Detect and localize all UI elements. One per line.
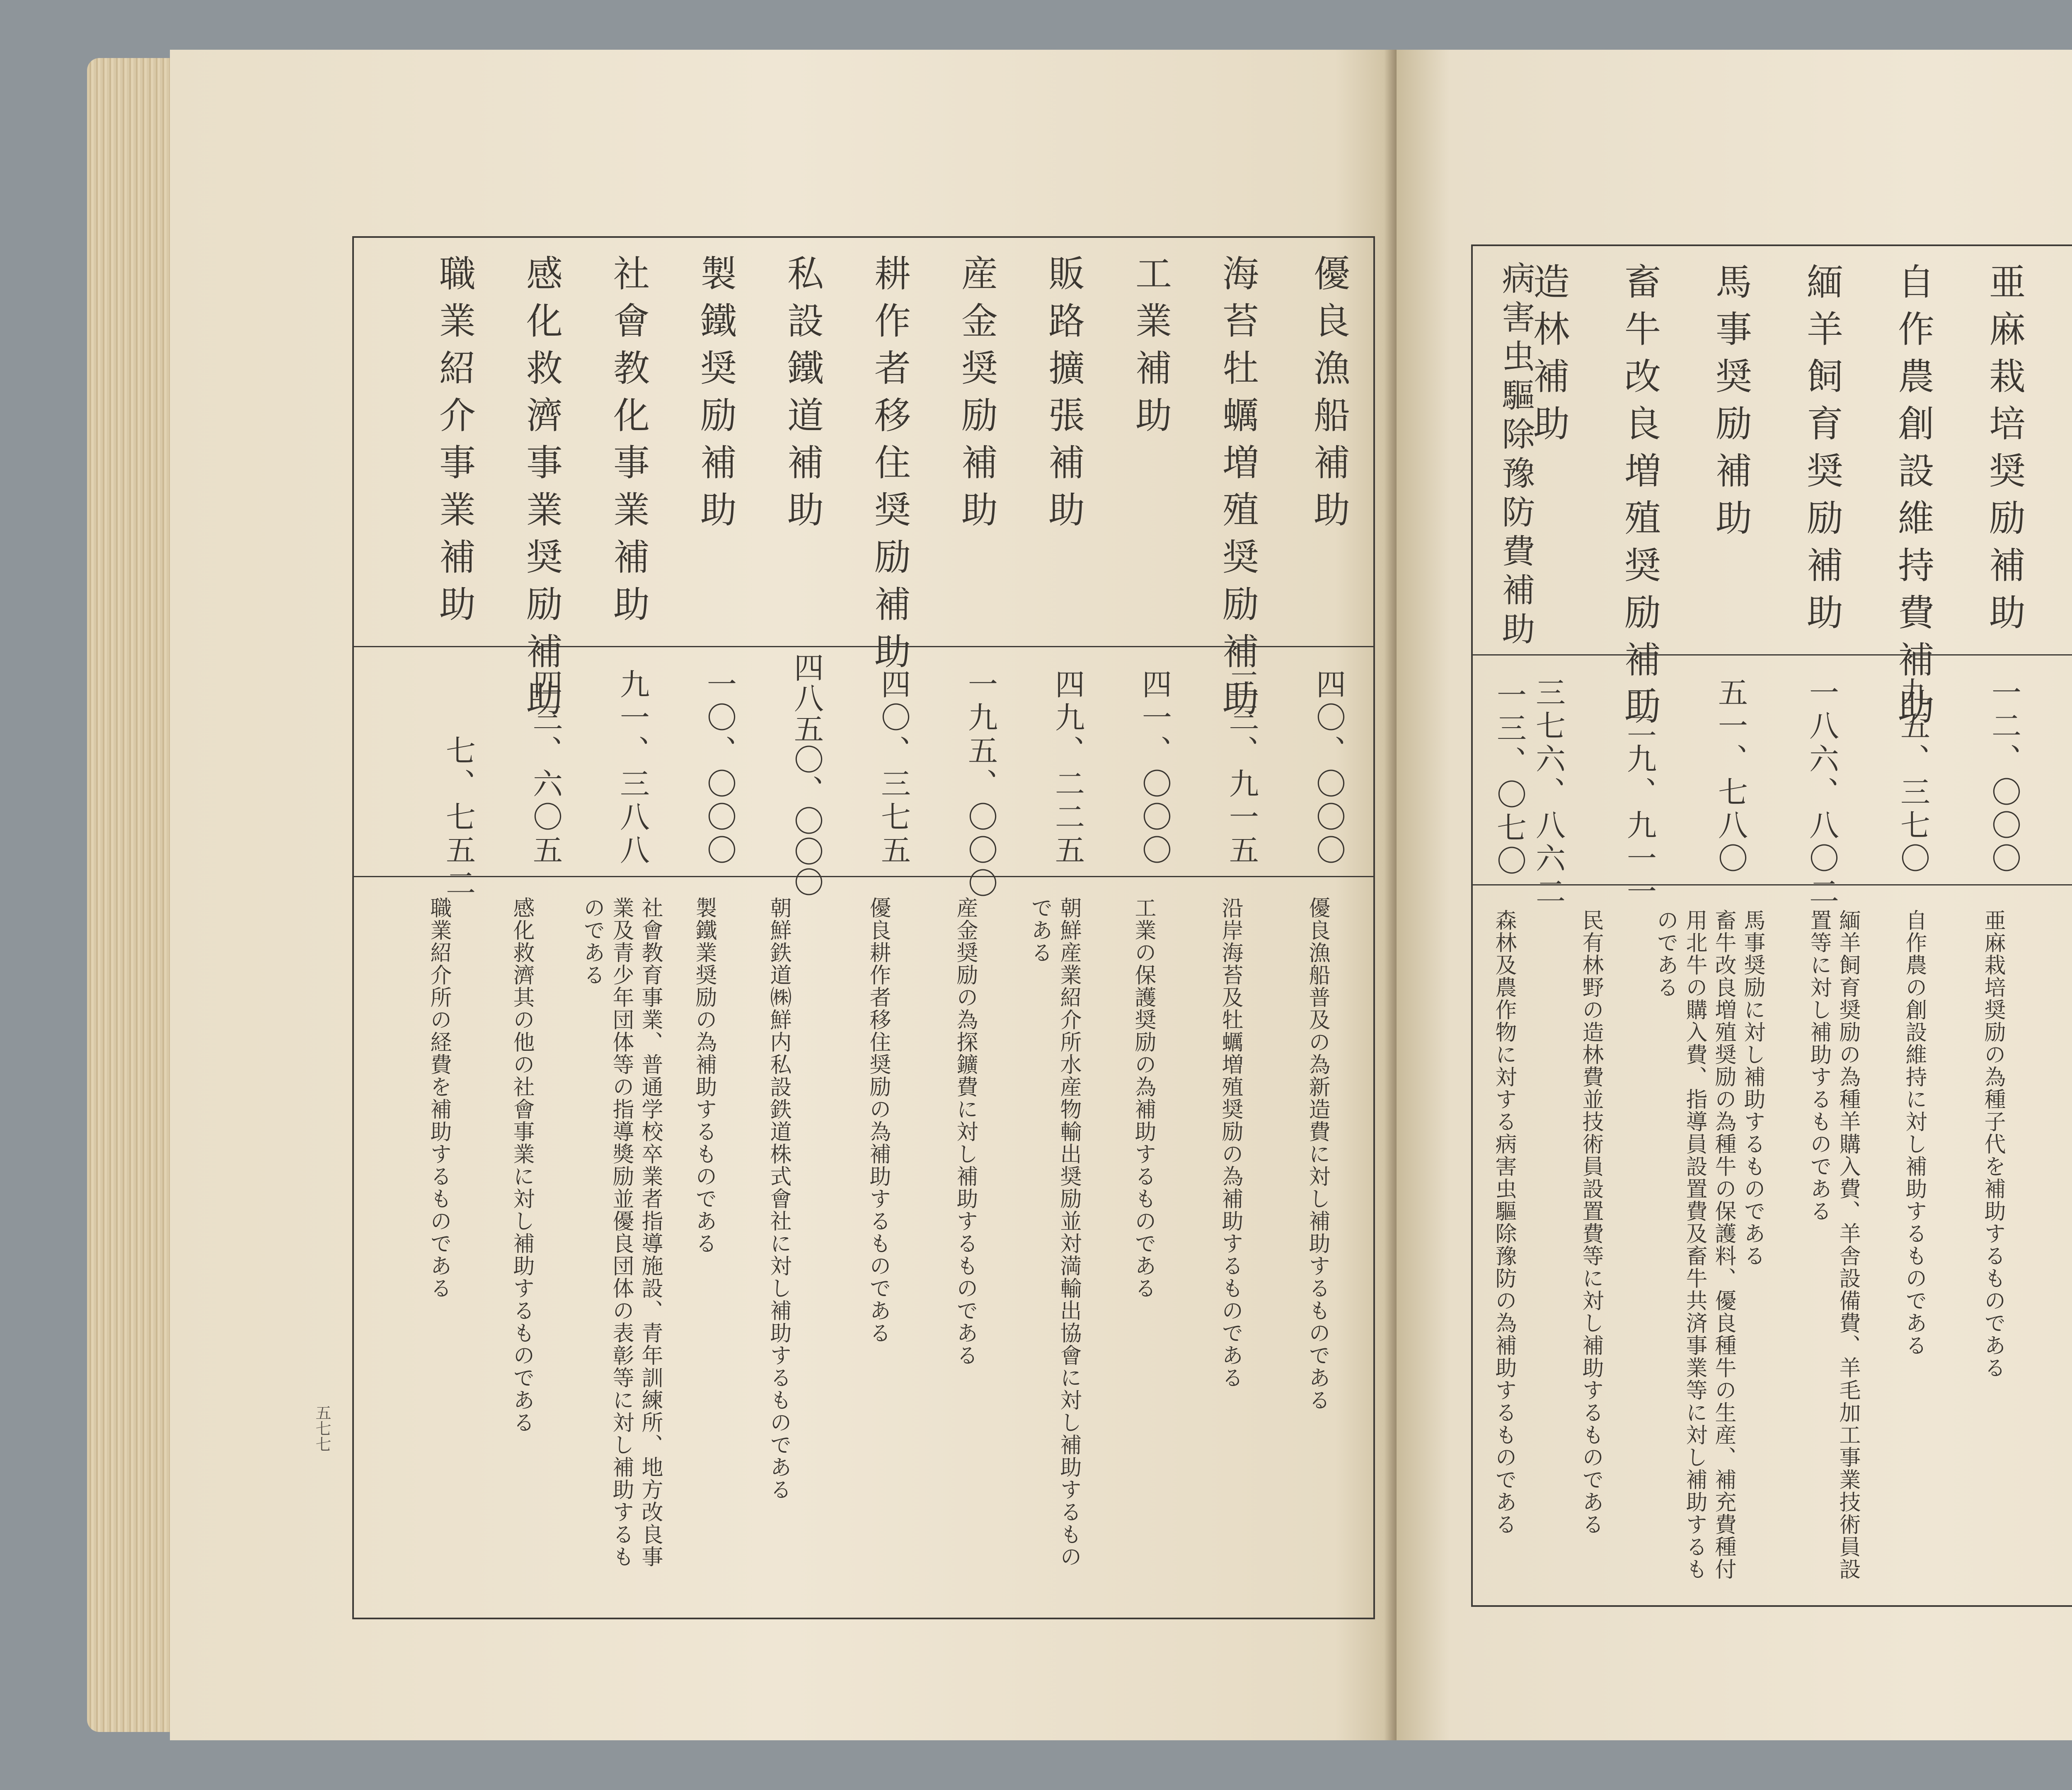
page-stack-left xyxy=(87,58,182,1732)
left-amount-6: 四八五〇、〇〇〇 xyxy=(789,652,824,897)
right-amount-5: 一八六、八〇二 xyxy=(1804,677,1839,909)
left-note-7: 製鐵業奨励の為補助するものである xyxy=(692,897,716,1255)
left-note-3: 朝鮮産業紹介所水産物輸出奨励並対満輸出協會に対し補助するものである xyxy=(1027,897,1081,1568)
right-item-4: 自作農創設維持費補助 xyxy=(1892,263,1935,735)
left-item-10: 職業紹介事業補助 xyxy=(433,254,476,632)
right-note-2 xyxy=(2070,909,2072,1580)
right-amount-8: 三七六、八六二 xyxy=(1531,677,1566,909)
left-item-5: 耕作者移住奨励補助 xyxy=(869,254,911,680)
right-item-2 xyxy=(2070,263,2072,452)
right-amount-9: 一三、〇七〇 xyxy=(1492,680,1527,878)
left-item-8: 社會教化事業補助 xyxy=(608,254,650,632)
right-note-9: 森林及農作物に対する病害虫驅除豫防の為補助するものである xyxy=(1491,909,1516,1536)
left-amount-9: 四三、六〇五 xyxy=(528,669,563,868)
right-amount-4: 九五、三七〇 xyxy=(1895,677,1930,876)
left-note-0: 優良漁船普及の為新造費に対し補助するものである xyxy=(1305,897,1330,1411)
left-note-1: 沿岸海苔及牡蠣増殖奨励の為補助するものである xyxy=(1218,897,1243,1389)
right-item-3: 亜麻栽培奨励補助 xyxy=(1983,263,2026,641)
right-item-7: 畜牛改良増殖奨励補助 xyxy=(1619,263,1661,735)
left-item-2: 工業補助 xyxy=(1130,254,1172,443)
left-amount-8: 九一、三八八 xyxy=(615,669,650,868)
left-item-7: 製鐵奨励補助 xyxy=(695,254,737,538)
left-note-8: 社會教育事業、普通学校卒業者指導施設、青年訓練所、地方改良事業及青少年団体等の指導獎励並優良団体の表彰等に対し補助するものである xyxy=(580,897,663,1568)
left-item-1: 海苔牡蠣増殖奨励補助 xyxy=(1217,254,1259,727)
left-amount-10: 七、七五二 xyxy=(441,735,476,901)
right-note-5: 緬羊飼育奨励の為種羊購入費、羊舎設備費、羊毛加工事業技術員設置等に対し補助するものである xyxy=(1806,909,1860,1580)
right-item-6: 馬事奨励補助 xyxy=(1710,263,1752,546)
left-amount-3: 四九、二二五 xyxy=(1050,669,1085,868)
right-amount-6: 五一、七八〇 xyxy=(1713,677,1748,876)
left-note-6: 朝鮮鉄道㈱鮮内私設鉄道株式會社に対し補助するものである xyxy=(766,897,791,1501)
left-item-9: 感化救濟事業奨励補助 xyxy=(520,254,563,727)
left-item-4: 産金奨励補助 xyxy=(956,254,998,538)
right-amount-3: 一二、〇〇〇 xyxy=(1987,677,2021,876)
right-note-3: 亜麻栽培奨励の為種子代を補助するものである xyxy=(1980,909,2005,1379)
right-amount-7: 一二九、九一一 xyxy=(1622,677,1657,909)
left-table xyxy=(352,236,1375,1619)
right-item-9: 病害虫驅除豫防費補助 xyxy=(1496,261,1535,651)
left-amount-7: 一〇、〇〇〇 xyxy=(702,669,737,868)
left-page-number: 五七七 xyxy=(313,1405,331,1452)
right-item-8: 造林補助 xyxy=(1527,263,1570,452)
left-note-10: 職業紹介所の経費を補助するものである xyxy=(426,897,451,1299)
left-amount-0: 四〇、〇〇〇 xyxy=(1311,669,1346,868)
left-item-0: 優良漁船補助 xyxy=(1308,254,1351,538)
right-table xyxy=(1471,244,2072,1607)
left-page xyxy=(170,50,1397,1740)
right-note-4: 自作農の創設維持に対し補助するものである xyxy=(1902,909,1927,1357)
left-note-5: 優良耕作者移住奨励の為補助するものである xyxy=(866,897,891,1344)
open-book xyxy=(87,50,2072,1740)
left-amount-2: 四一、〇〇〇 xyxy=(1137,669,1172,868)
left-amount-4: 一九五、〇〇〇 xyxy=(963,669,998,901)
right-note-7: 畜牛改良増殖奨励の為種牛の保護料、優良種牛の生産、補充費種付用北牛の購入費、指導員設置費及畜牛共済事業等に対し補助するものである xyxy=(1653,909,1736,1580)
right-note-8: 民有林野の造林費並技術員設置費等に対し補助するものである xyxy=(1578,909,1603,1536)
right-note-6: 馬事奨励に対し補助するものである xyxy=(1740,909,1765,1267)
left-amount-1: 三三、九一五 xyxy=(1224,669,1259,868)
left-amount-5: 四〇、三七五 xyxy=(876,669,911,868)
right-page xyxy=(1397,50,2072,1740)
left-item-6: 私設鐵道補助 xyxy=(782,254,824,538)
left-item-3: 販路擴張補助 xyxy=(1043,254,1085,538)
left-note-4: 産金奨励の為探鑛費に対し補助するものである xyxy=(953,897,978,1367)
right-item-5: 緬羊飼育奨励補助 xyxy=(1801,263,1844,641)
left-note-2: 工業の保護奨励の為補助するものである xyxy=(1131,897,1156,1299)
left-note-9: 感化救濟其の他の社會事業に対し補助するものである xyxy=(509,897,534,1434)
